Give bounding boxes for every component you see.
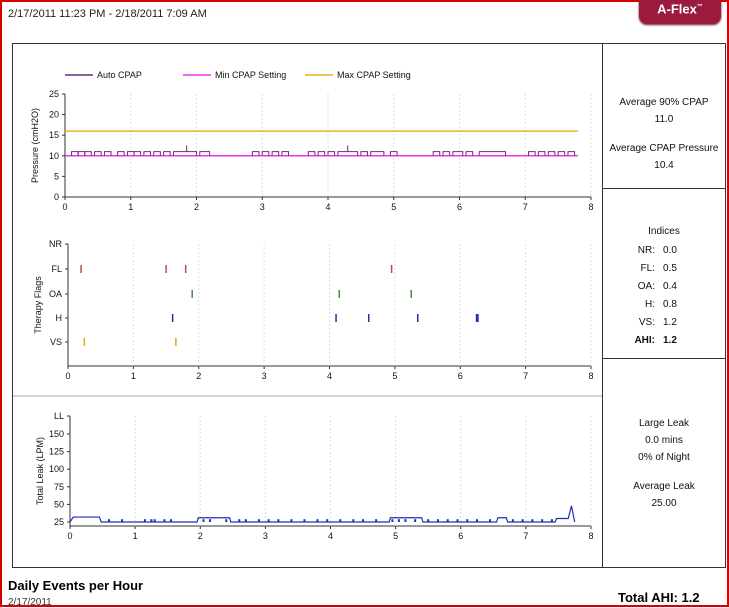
y-axis-label-1: Pressure (cmH2O) xyxy=(30,107,40,184)
y-tick-label: 5 xyxy=(53,171,59,182)
y-tick-label: 125 xyxy=(48,446,64,457)
x-tick-label: 2 xyxy=(197,531,203,541)
y-tick-label: 10 xyxy=(48,150,59,161)
index-value: 0.0 xyxy=(663,245,677,256)
pressure-summary xyxy=(603,44,725,189)
date-range: 2/17/2011 11:23 PM - 2/18/2011 7:09 AM xyxy=(8,8,207,20)
y-axis-label-2: Therapy Flags xyxy=(33,276,43,334)
x-tick-label: 7 xyxy=(523,531,529,541)
index-label: NR: xyxy=(637,245,655,256)
index-row xyxy=(603,314,725,332)
daily-date: 2/17/2011 xyxy=(8,597,52,608)
y-tick-label: 50 xyxy=(53,499,64,510)
indices-label: Indices xyxy=(648,226,680,237)
leak-summary xyxy=(603,359,725,569)
index-label: H: xyxy=(645,299,655,310)
index-row xyxy=(603,260,725,278)
large-leak-pct: 0% of Night xyxy=(638,452,690,463)
y-tick-label: 75 xyxy=(53,481,64,492)
index-value: 1.2 xyxy=(663,317,677,328)
y-axis-label-3: Total Leak (LPM) xyxy=(35,436,45,506)
indices-summary xyxy=(603,189,725,359)
y-tick-label: FL xyxy=(51,264,62,274)
y-tick-label: 100 xyxy=(48,464,64,475)
index-value: 0.8 xyxy=(663,299,677,310)
ahi-value: 1.2 xyxy=(663,335,677,346)
avg-leak-label: Average Leak xyxy=(633,481,695,492)
y-tick-label: NR xyxy=(49,239,62,249)
y-tick-label: 25 xyxy=(53,517,64,527)
avg90-label: Average 90% CPAP xyxy=(619,97,709,108)
x-tick-label: 8 xyxy=(588,371,594,381)
x-tick-label: 4 xyxy=(327,531,334,541)
x-tick-label: 6 xyxy=(458,531,464,541)
y-tick-label: VS xyxy=(49,337,62,347)
x-tick-label: 4 xyxy=(326,371,333,381)
y-tick-label: 0 xyxy=(53,192,59,202)
x-tick-label: 6 xyxy=(456,202,463,212)
avg-leak-value: 25.00 xyxy=(651,498,677,509)
y-tick-label: OA xyxy=(48,289,62,299)
y-tick-label: H xyxy=(55,313,62,323)
daily-events-title: Daily Events per Hour xyxy=(8,578,144,593)
avg-pressure-label: Average CPAP Pressure xyxy=(609,143,719,154)
index-value: 0.4 xyxy=(663,281,677,292)
x-tick-label: 2 xyxy=(193,202,200,212)
y-tick-label: 20 xyxy=(48,109,59,120)
index-label: VS: xyxy=(638,317,655,328)
ahi-label: AHI: xyxy=(634,335,655,346)
y-tick-label: 25 xyxy=(48,89,59,99)
x-tick-label: 1 xyxy=(128,202,134,212)
x-tick-label: 5 xyxy=(392,371,398,381)
index-row xyxy=(603,242,725,260)
legend-label: Auto CPAP xyxy=(97,70,142,80)
y-tick-label: 150 xyxy=(48,429,64,439)
x-tick-label: 2 xyxy=(196,371,202,381)
x-tick-label: 5 xyxy=(393,531,399,541)
x-tick-label: 5 xyxy=(391,202,397,212)
x-tick-label: 8 xyxy=(588,531,594,541)
x-tick-label: 7 xyxy=(523,371,529,381)
x-tick-label: 7 xyxy=(522,202,528,212)
index-value: 0.5 xyxy=(663,263,677,274)
x-tick-label: 3 xyxy=(262,531,268,541)
index-row xyxy=(603,278,725,296)
y-tick-label: LL xyxy=(53,411,64,421)
ahi-row xyxy=(603,332,725,350)
index-label: FL: xyxy=(640,263,655,274)
trademark: ™ xyxy=(696,4,703,10)
avg90-value: 11.0 xyxy=(654,114,674,125)
x-tick-label: 1 xyxy=(132,531,138,541)
x-tick-label: 3 xyxy=(259,202,265,212)
total-ahi: Total AHI: 1.2 xyxy=(618,590,700,605)
x-tick-label: 3 xyxy=(261,371,267,381)
index-row xyxy=(603,296,725,314)
charts-svg xyxy=(13,44,602,567)
legend-label: Max CPAP Setting xyxy=(337,70,411,80)
mode-badge-label: A-Flex xyxy=(657,1,697,17)
x-tick-label: 0 xyxy=(65,371,71,381)
x-tick-label: 4 xyxy=(325,202,331,212)
summary-panel xyxy=(603,43,726,568)
x-tick-label: 6 xyxy=(457,371,463,381)
large-leak-label: Large Leak xyxy=(638,418,690,429)
large-leak-mins: 0.0 mins xyxy=(645,435,683,446)
chart-panel xyxy=(12,43,603,568)
x-tick-label: 0 xyxy=(67,531,73,541)
y-tick-label: 15 xyxy=(48,130,59,141)
legend-label: Min CPAP Setting xyxy=(215,70,287,80)
x-tick-label: 8 xyxy=(588,202,594,212)
x-tick-label: 0 xyxy=(62,202,68,212)
avg-pressure-value: 10.4 xyxy=(654,160,674,171)
mode-badge xyxy=(639,0,721,24)
index-label: OA: xyxy=(637,281,655,292)
x-tick-label: 1 xyxy=(130,371,136,381)
